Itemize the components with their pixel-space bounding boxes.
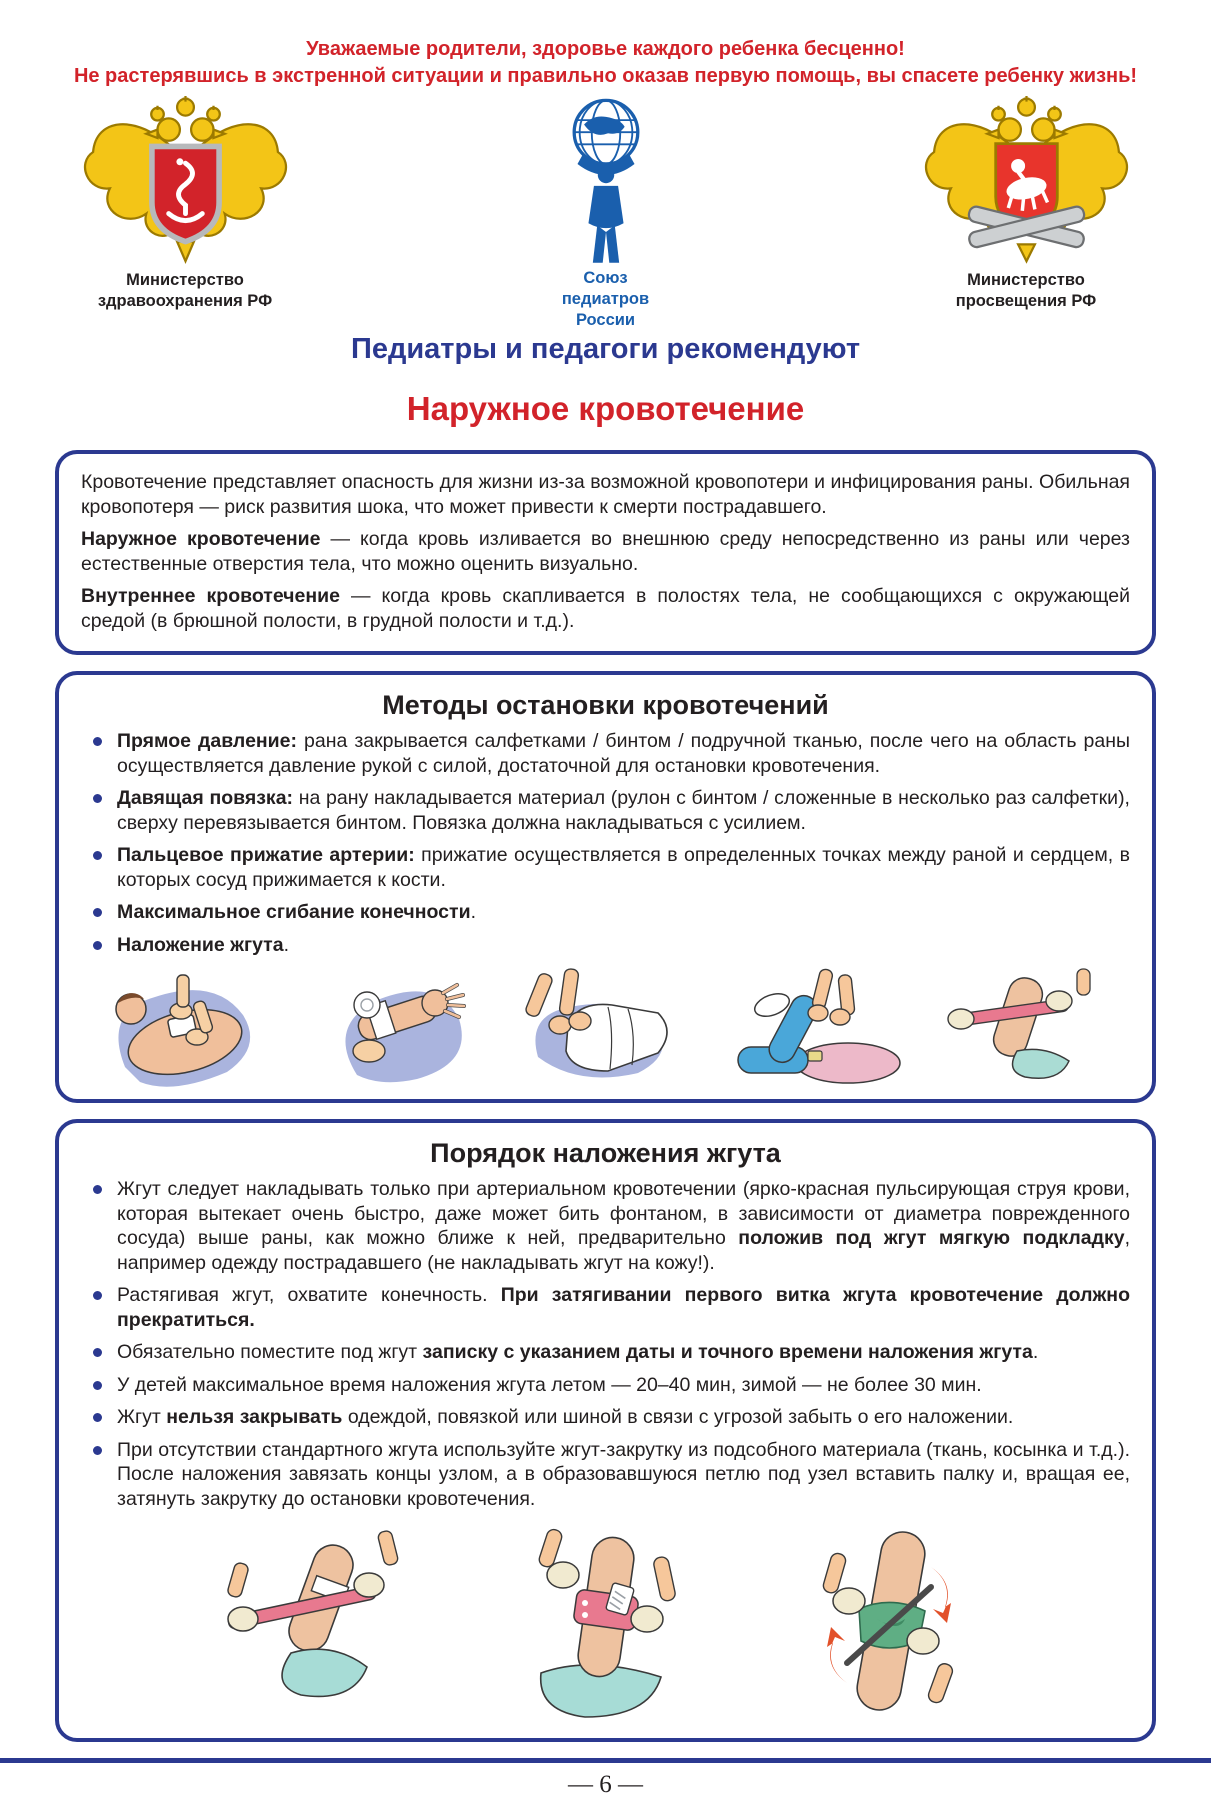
- intro-box: [55, 450, 1156, 655]
- intro-paragraph: Кровотечение представляет опасность для жизни из-за возможной кровопотери и инфицирования раны. Обильная кровопотеря — риск развития шока, что может привести к смерти пострадавшего.: [81, 471, 1130, 518]
- tourniquet-bullet: Жгут нельзя закрывать одеждой, повязкой или шиной в связи с угрозой забыть о его наложении.: [81, 1405, 1130, 1430]
- pediatricians-union-caption: [562, 268, 649, 331]
- health-ministry-caption: [98, 270, 272, 312]
- pressure-bandage-illustration-icon: [297, 967, 492, 1089]
- education-ministry-caption-line1: Министерство: [967, 271, 1085, 289]
- page-title: Наружное кровотечение: [406, 390, 805, 427]
- tourniquet-bullet: У детей максимальное время наложения жгута летом — 20–40 мин, зимой — не более 30 мин.: [81, 1373, 1130, 1398]
- health-ministry-logo-block: [50, 96, 320, 312]
- intro-paragraph: Наружное кровотечение — когда кровь изливается во внешнюю среду непосредственно из раны или через естественные отверстия тела, что можно оценить визуально.: [81, 528, 1130, 575]
- pediatricians-union-caption-line3: России: [575, 311, 636, 329]
- methods-box-title: Методы остановки кровотечений: [382, 690, 829, 720]
- pediatricians-union-logo-icon: [551, 96, 661, 266]
- header-appeal-line1: Уважаемые родители, здоровье каждого ребенка бесценно!: [306, 38, 905, 60]
- tourniquet-box-title: Порядок наложения жгута: [430, 1138, 781, 1168]
- education-ministry-logo-block: [891, 96, 1161, 312]
- tourniquet-illustrations-row: [81, 1523, 1130, 1728]
- health-ministry-caption-line2: здравоохранения РФ: [97, 292, 273, 310]
- methods-bullet: Максимальное сгибание конечности.: [81, 900, 1130, 925]
- pediatricians-union-logo-block: [496, 96, 716, 331]
- tourniquet-stretch-illustration-icon: [221, 1523, 431, 1728]
- header-appeal-line2: Не растерявшись в экстренной ситуации и правильно оказав первую помощь, вы спасете ребенку жизнь!: [73, 65, 1138, 87]
- arterial-finger-pressure-illustration-icon: [508, 967, 703, 1089]
- footer-divider: [0, 1758, 1211, 1763]
- tourniquet-bullet: При отсутствии стандартного жгута используйте жгут-закрутку из подсобного материала (ткань, косынка и т.д.). После наложения завязать концы узлом, а в образовавшуюся петлю под узел вставить палку и, вращая ее, затянуть закрутку до остановки кровотечения.: [81, 1438, 1130, 1512]
- education-ministry-emblem-icon: [914, 96, 1139, 264]
- methods-bullet: Давящая повязка: на рану накладывается материал (рулон с бинтом / сложенные в несколько раз салфетки), сверху перевязывается бинтом. Повязка должна накладываться с усилием.: [81, 786, 1130, 835]
- page-number: — 6 —: [568, 1771, 643, 1798]
- tourniquet-box: [55, 1119, 1156, 1742]
- intro-paragraph: Внутреннее кровотечение — когда кровь скапливается в полостях тела, не сообщающихся с окружающей средой (в брюшной полости, в грудной полости и т.д.).: [81, 585, 1130, 632]
- tourniquet-applied-with-note-illustration-icon: [501, 1523, 711, 1728]
- tourniquet-bullet: Жгут следует накладывать только при артериальном кровотечении (ярко-красная пульсирующая струя крови, которая вытекает очень быстро, даже может бить фонтаном, в зависимости от диаметра поврежденного сосуда) выше раны, как можно ближе к ней, предварительно положив под жгут мягкую подкладку, например одежду пострадавшего (не накладывать жгут на кожу!).: [81, 1177, 1130, 1275]
- methods-illustrations-row: [81, 967, 1130, 1089]
- improvised-twist-tourniquet-illustration-icon: [781, 1523, 991, 1728]
- health-ministry-caption-line1: Министерство: [126, 271, 244, 289]
- recommend-subtitle: Педиатры и педагоги рекомендуют: [350, 333, 861, 365]
- tourniquet-bullet: Растягивая жгут, охватите конечность. При затягивании первого витка жгута кровотечение должно прекратиться.: [81, 1283, 1130, 1332]
- methods-bullet: Наложение жгута.: [81, 933, 1130, 958]
- methods-box: [55, 671, 1156, 1103]
- tourniquet-bullet: Обязательно поместите под жгут записку с указанием даты и точного времени наложения жгута.: [81, 1340, 1130, 1365]
- methods-bullet: Пальцевое прижатие артерии: прижатие осуществляется в определенных точках между раной и сердцем, в которых сосуд прижимается к кости.: [81, 843, 1130, 892]
- header-appeal: [0, 0, 1211, 90]
- methods-bullet-list: [81, 729, 1130, 957]
- health-ministry-emblem-icon: [73, 96, 298, 264]
- education-ministry-caption-line2: просвещения РФ: [955, 292, 1097, 310]
- pediatricians-union-caption-line1: Союз: [583, 269, 628, 287]
- direct-pressure-illustration-icon: [85, 967, 280, 1089]
- tourniquet-application-illustration-icon: [931, 967, 1126, 1089]
- methods-bullet: Прямое давление: рана закрывается салфетками / бинтом / подручной тканью, после чего на область раны осуществляется давление рукой с силой, достаточной для остановки кровотечения.: [81, 729, 1130, 778]
- logos-row: [0, 90, 1211, 331]
- pediatricians-union-caption-line2: педиатров: [561, 290, 650, 308]
- education-ministry-caption: [956, 270, 1096, 312]
- tourniquet-bullet-list: [81, 1177, 1130, 1511]
- limb-maximal-flexion-illustration-icon: [720, 967, 915, 1089]
